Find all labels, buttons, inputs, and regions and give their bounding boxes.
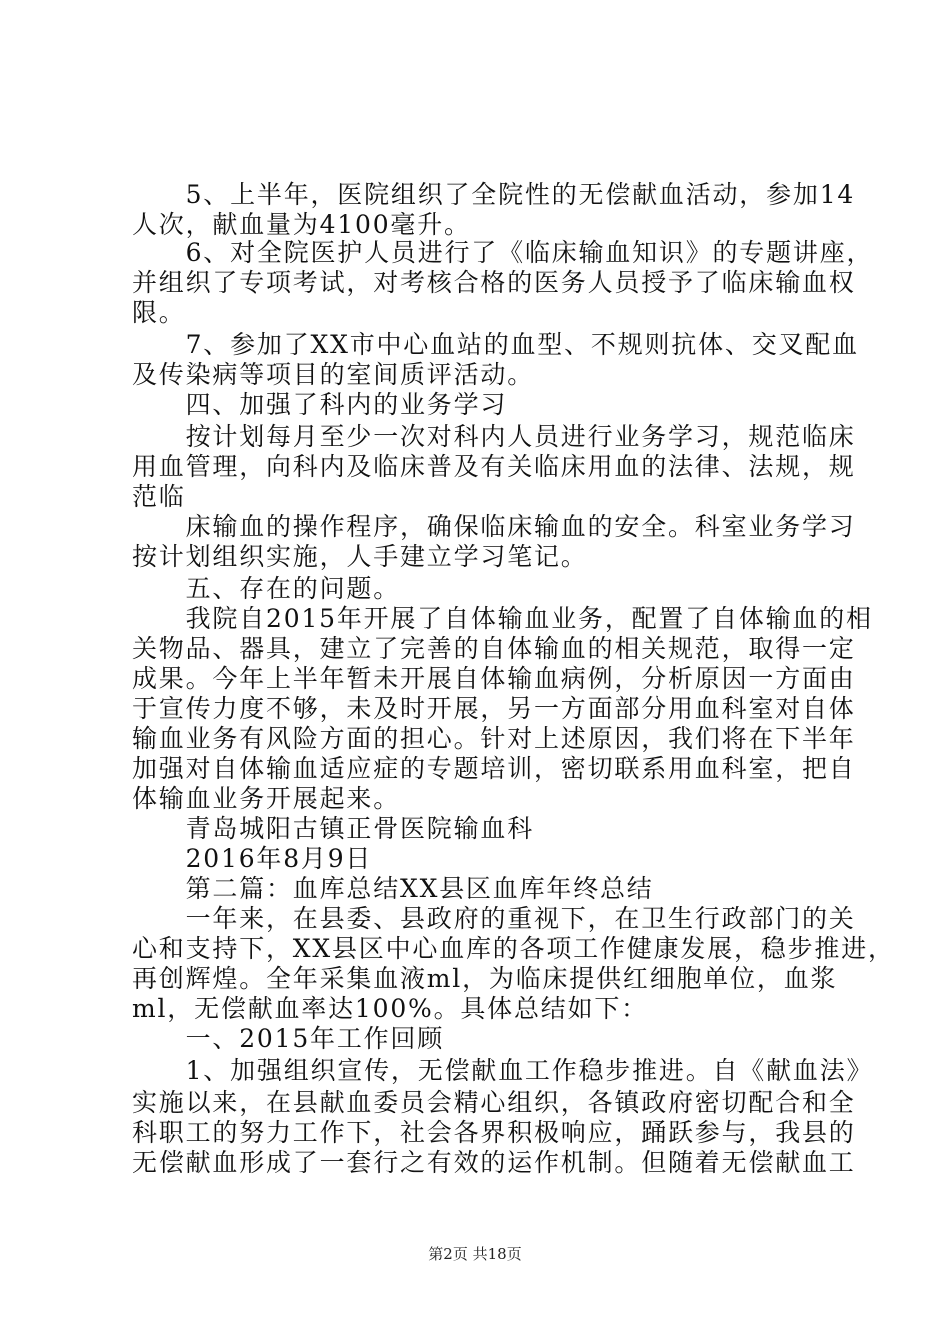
text-line: 我院自2015年开展了自体输血业务，配置了自体输血的相 — [132, 604, 873, 633]
text-line: 并组织了专项考试，对考核合格的医务人员授予了临床输血权 — [132, 268, 856, 297]
text-line: 一年来，在县委、县政府的重视下，在卫生行政部门的关 — [132, 904, 856, 933]
text-line: 科职工的努力工作下，社会各界积极响应，踊跃参与，我县的 — [132, 1118, 856, 1147]
text-line: 人次，献血量为4100毫升。 — [132, 210, 471, 239]
text-line: 无偿献血形成了一套行之有效的运作机制。但随着无偿献血工 — [132, 1148, 856, 1177]
text-line: ml，无偿献血率达100%。具体总结如下： — [132, 994, 648, 1023]
text-line: 心和支持下，XX县区中心血库的各项工作健康发展，稳步推进， — [132, 934, 895, 963]
text-line: 四、加强了科内的业务学习 — [132, 390, 508, 419]
text-line: 范临 — [132, 482, 186, 511]
text-line: 关物品、器具，建立了完善的自体输血的相关规范，取得一定 — [132, 634, 856, 663]
text-line: 7、参加了XX市中心血站的血型、不规则抗体、交叉配血 — [132, 330, 859, 359]
text-line: 输血业务有风险方面的担心。针对上述原因，我们将在下半年 — [132, 724, 856, 753]
text-line: 于宣传力度不够，未及时开展，另一方面部分用血科室对自体 — [132, 694, 856, 723]
text-line: 及传染病等项目的室间质评活动。 — [132, 360, 535, 389]
text-line: 按计划每月至少一次对科内人员进行业务学习，规范临床 — [132, 422, 856, 451]
text-line: 2016年8月9日 — [132, 844, 373, 873]
page-number-footer: 第2页 共18页 — [428, 1245, 522, 1263]
text-line: 限。 — [132, 298, 186, 327]
text-line: 体输血业务开展起来。 — [132, 784, 401, 813]
text-line: 一、2015年工作回顾 — [132, 1024, 445, 1053]
text-line: 5、上半年，医院组织了全院性的无偿献血活动，参加14 — [132, 180, 856, 209]
text-line: 五、存在的问题。 — [132, 574, 401, 603]
text-line: 床输血的操作程序，确保临床输血的安全。科室业务学习 — [132, 512, 856, 541]
text-line: 按计划组织实施，人手建立学习笔记。 — [132, 542, 588, 571]
text-line: 第二篇：血库总结XX县区血库年终总结 — [132, 874, 654, 903]
text-line: 成果。今年上半年暂未开展自体输血病例，分析原因一方面由 — [132, 664, 856, 693]
text-line: 加强对自体输血适应症的专题培训，密切联系用血科室，把自 — [132, 754, 856, 783]
text-line: 用血管理，向科内及临床普及有关临床用血的法律、法规，规 — [132, 452, 856, 481]
text-line: 6、对全院医护人员进行了《临床输血知识》的专题讲座， — [132, 238, 874, 267]
text-line: 1、加强组织宣传，无偿献血工作稳步推进。自《献血法》 — [132, 1056, 874, 1085]
text-line: 实施以来，在县献血委员会精心组织，各镇政府密切配合和全 — [132, 1088, 856, 1117]
text-line: 青岛城阳古镇正骨医院输血科 — [132, 814, 535, 843]
text-line: 再创辉煌。全年采集血液ml，为临床提供红细胞单位，血浆 — [132, 964, 838, 993]
